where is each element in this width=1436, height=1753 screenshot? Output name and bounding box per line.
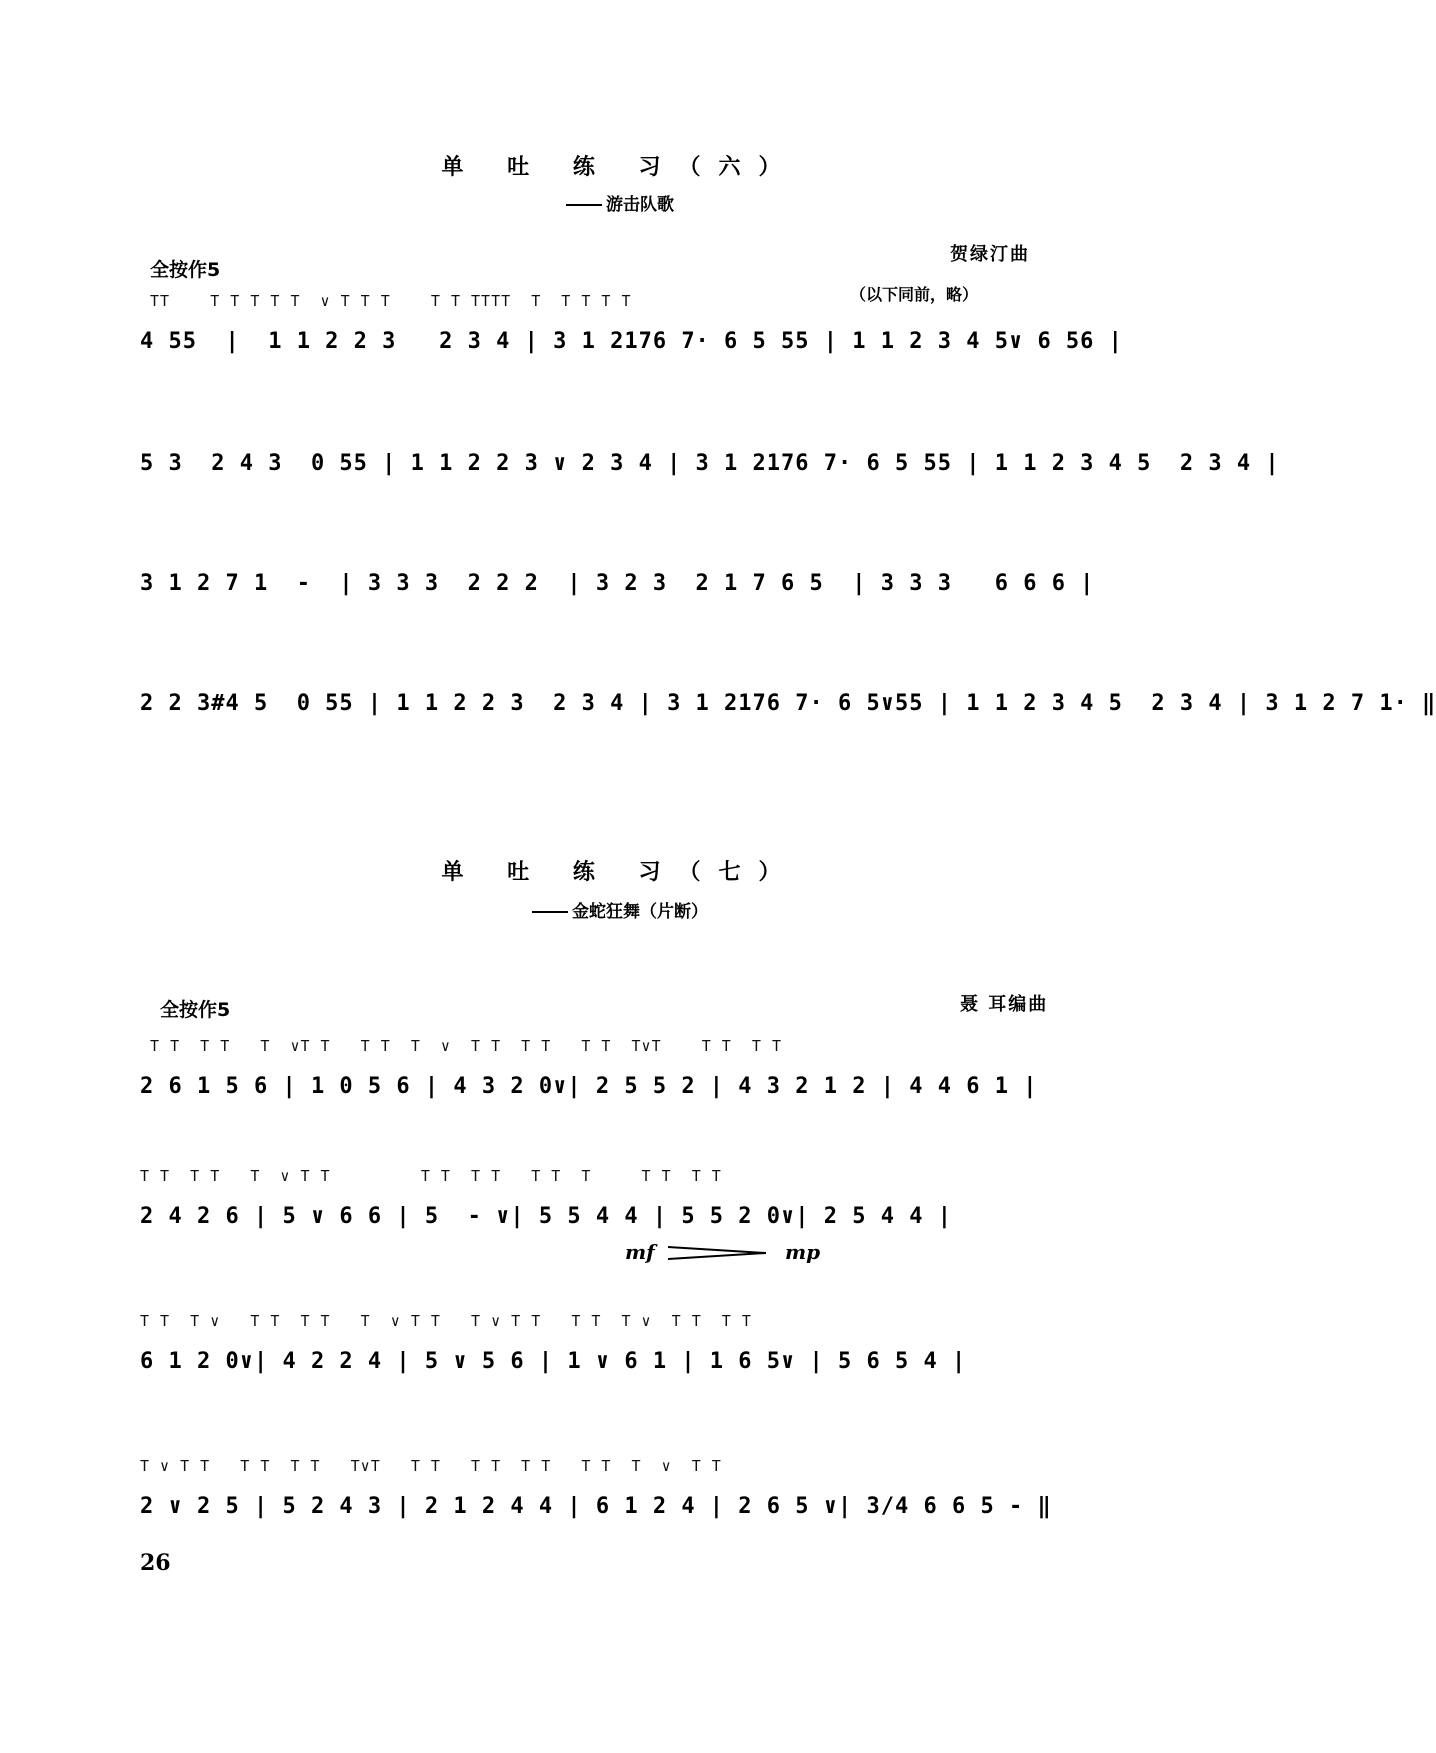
- piece2-line-3: [140, 1312, 1115, 1380]
- dynamic-mf: mf: [625, 1240, 655, 1264]
- piece1-subtitle: [0, 190, 1240, 215]
- notation: 2 4 2 6 | 5 ∨ 6 6 | 5 - ∨| 5 5 4 4 | 5 5 2 0∨| 2 5 4 4 |: [140, 1204, 952, 1229]
- tonguing-marks: T T T ∨ T T T T T ∨ T T T ∨ T T T T T ∨ T T T T: [140, 1312, 752, 1330]
- piece1-composer: 贺绿汀曲: [950, 244, 1030, 265]
- page-number: 26: [140, 1550, 171, 1576]
- piece1-line-3: [140, 542, 1115, 602]
- piece2-line-1: [140, 1037, 1115, 1105]
- notation: 4 55 | 1 1 2 2 3 2 3 4 | 3 1 2176 7· 6 5 55 | 1 1 2 3 4 5∨ 6 56 |: [140, 329, 1123, 354]
- piece2-subtitle: [0, 897, 1240, 922]
- tonguing-marks: TT T T T T T ∨ T T T T T TTTT T T T T T: [140, 292, 632, 310]
- notation: 2 6 1 5 6 | 1 0 5 6 | 4 3 2 0∨| 2 5 5 2 | 4 3 2 1 2 | 4 4 6 1 |: [140, 1074, 1038, 1099]
- piece1-title: 单 吐 练 习（六）: [441, 155, 799, 180]
- piece1-line-2: [140, 422, 1280, 482]
- tonguing-marks: T T T T T ∨T T T T T ∨ T T T T T T T∨T T T T T: [140, 1037, 782, 1055]
- dynamic-mp: mp: [785, 1240, 821, 1264]
- piece2-subtitle-text: 金蛇狂舞（片断）: [572, 902, 708, 922]
- piece1-remark: （以下同前，略）: [850, 285, 979, 304]
- piece2-title: 单 吐 练 习（七）: [441, 860, 799, 885]
- subtitle-dash: [532, 911, 568, 913]
- piece1-subtitle-text: 游击队歌: [606, 195, 674, 215]
- piece2-composer: 聂 耳编曲: [960, 994, 1049, 1015]
- notation: 6 1 2 0∨| 4 2 2 4 | 5 ∨ 5 6 | 1 ∨ 6 1 | 1 6 5∨ | 5 6 5 4 |: [140, 1349, 967, 1374]
- piece1-line-4: [140, 662, 1436, 722]
- tonguing-marks: T ∨ T T T T T T T∨T T T T T T T T T T ∨ T T: [140, 1457, 722, 1475]
- subtitle-dash: [566, 204, 602, 206]
- tonguing-marks: T T T T T ∨ T T T T T T T T T T T T T: [140, 1167, 722, 1185]
- piece2-line-4: [140, 1457, 1115, 1525]
- decrescendo-hairpin: [668, 1243, 768, 1263]
- piece2-line-2: [140, 1167, 1115, 1235]
- notation: 2 2 3#4 5 0 55 | 1 1 2 2 3 2 3 4 | 3 1 2176 7· 6 5∨55 | 1 1 2 3 4 5 2 3 4 | 3 1 2 7 1· ‖: [140, 691, 1436, 716]
- notation: 3 1 2 7 1 - | 3 3 3 2 2 2 | 3 2 3 2 1 7 6 5 | 3 3 3 6 6 6 |: [140, 571, 1095, 596]
- piece2-setting: 全按作5: [160, 999, 231, 1021]
- piece1-setting: 全按作5: [150, 259, 221, 281]
- notation: 2 ∨ 2 5 | 5 2 4 3 | 2 1 2 4 4 | 6 1 2 4 | 2 6 5 ∨| 3/4 6 6 5 - ‖: [140, 1494, 1052, 1519]
- notation: 5 3 2 4 3 0 55 | 1 1 2 2 3 ∨ 2 3 4 | 3 1 2176 7· 6 5 55 | 1 1 2 3 4 5 2 3 4 |: [140, 451, 1280, 476]
